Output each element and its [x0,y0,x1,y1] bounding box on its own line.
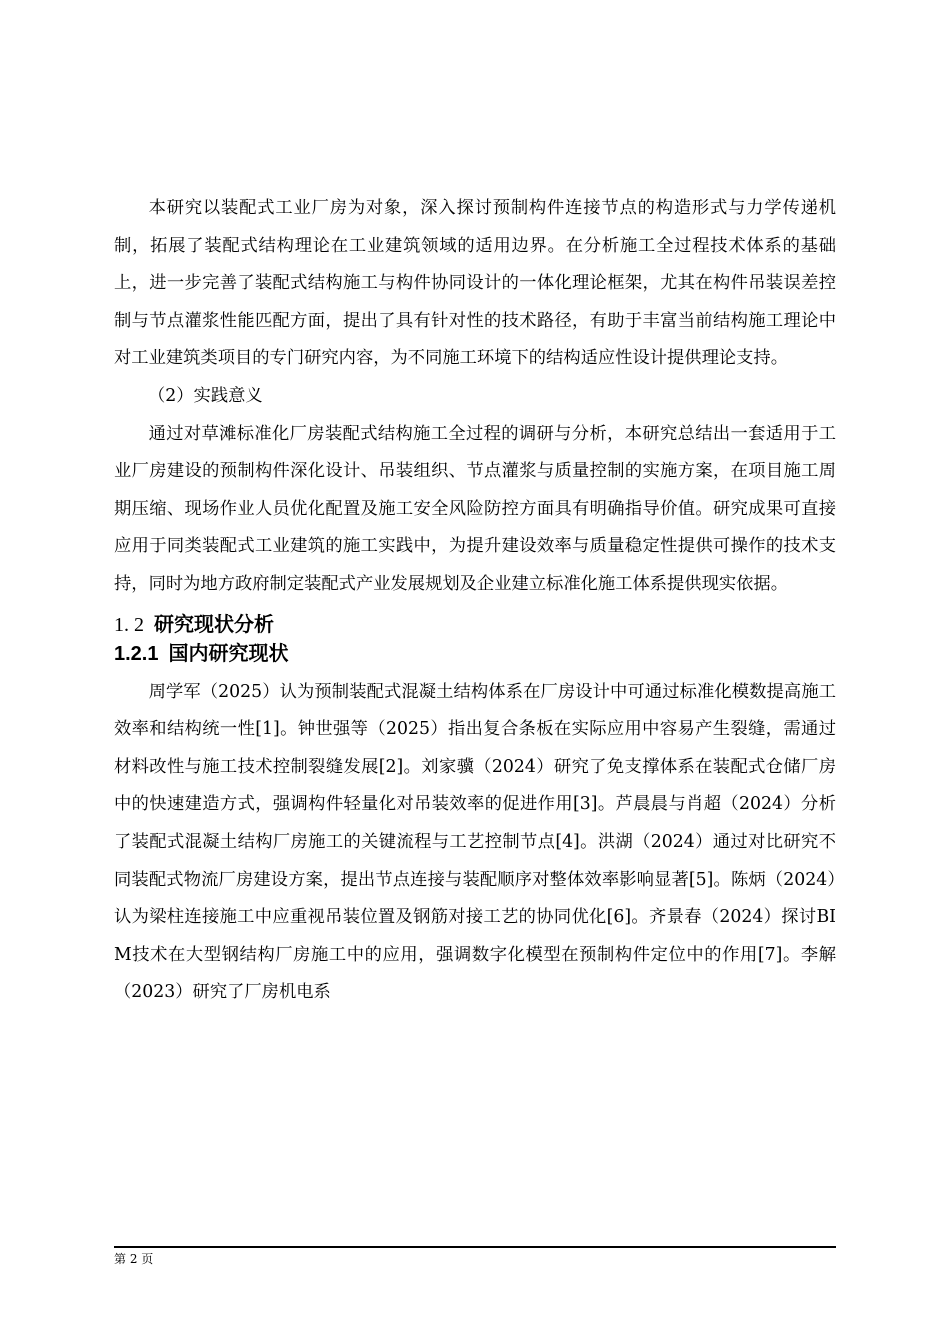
subsection-heading [114,639,836,668]
page-body [114,190,836,1012]
section-heading [114,610,836,639]
subsection-number: 1.2.1 [114,642,159,665]
page-number: 第 2 页 [114,1252,154,1266]
body-paragraph: 通过对草滩标准化厂房装配式结构施工全过程的调研与分析，本研究总结出一套适用于工业厂房建设的预制构件深化设计、吊装组织、节点灌浆与质量控制的实施方案，在项目施工周期压缩、现场作业人员优化配置及施工安全风险防控方面具有明确指导价值。研究成果可直接应用于同类装配式工业建筑的施工实践中，为提升建设效率与质量稳定性提供可操作的技术支持，同时为地方政府制定装配式产业发展规划及企业建立标准化施工体系提供现实依据。 [114,423,836,594]
sub-heading-practical-significance: （2）实践意义 [148,385,263,406]
subsection-title: 国内研究现状 [168,640,289,665]
section-title: 研究现状分析 [154,611,274,636]
section-number: 1. 2 [114,613,144,636]
body-paragraph: 本研究以装配式工业厂房为对象，深入探讨预制构件连接节点的构造形式与力学传递机制，拓展了装配式结构理论在工业建筑领域的适用边界。在分析施工全过程技术体系的基础上，进一步完善了装配式结构施工与构件协同设计的一体化理论框架，尤其在构件吊装误差控制与节点灌浆性能匹配方面，提出了具有针对性的技术路径，有助于丰富当前结构施工理论中对工业建筑类项目的专门研究内容，为不同施工环境下的结构适应性设计提供理论支持。 [114,198,836,369]
footer-divider [114,1246,836,1248]
body-paragraph: 周学军（2025）认为预制装配式混凝土结构体系在厂房设计中可通过标准化模数提高施工效率和结构统一性[1]。钟世强等（2025）指出复合条板在实际应用中容易产生裂缝，需通过材料改性与施工技术控制裂缝发展[2]。刘家骥（2024）研究了免支撑体系在装配式仓储厂房中的快速建造方式，强调构件轻量化对吊装效率的促进作用[3]。芦晨晨与肖超（2024）分析了装配式混凝土结构厂房施工的关键流程与工艺控制节点[4]。洪湖（2024）通过对比研究不同装配式物流厂房建设方案，提出节点连接与装配顺序对整体效率影响显著[5]。陈炳（2024）认为梁柱连接施工中应重视吊装位置及钢筋对接工艺的协同优化[6]。齐景春（2024）探讨BIM技术在大型钢结构厂房施工中的应用，强调数字化模型在预制构件定位中的作用[7]。李解（2023）研究了厂房机电系 [114,681,836,1003]
